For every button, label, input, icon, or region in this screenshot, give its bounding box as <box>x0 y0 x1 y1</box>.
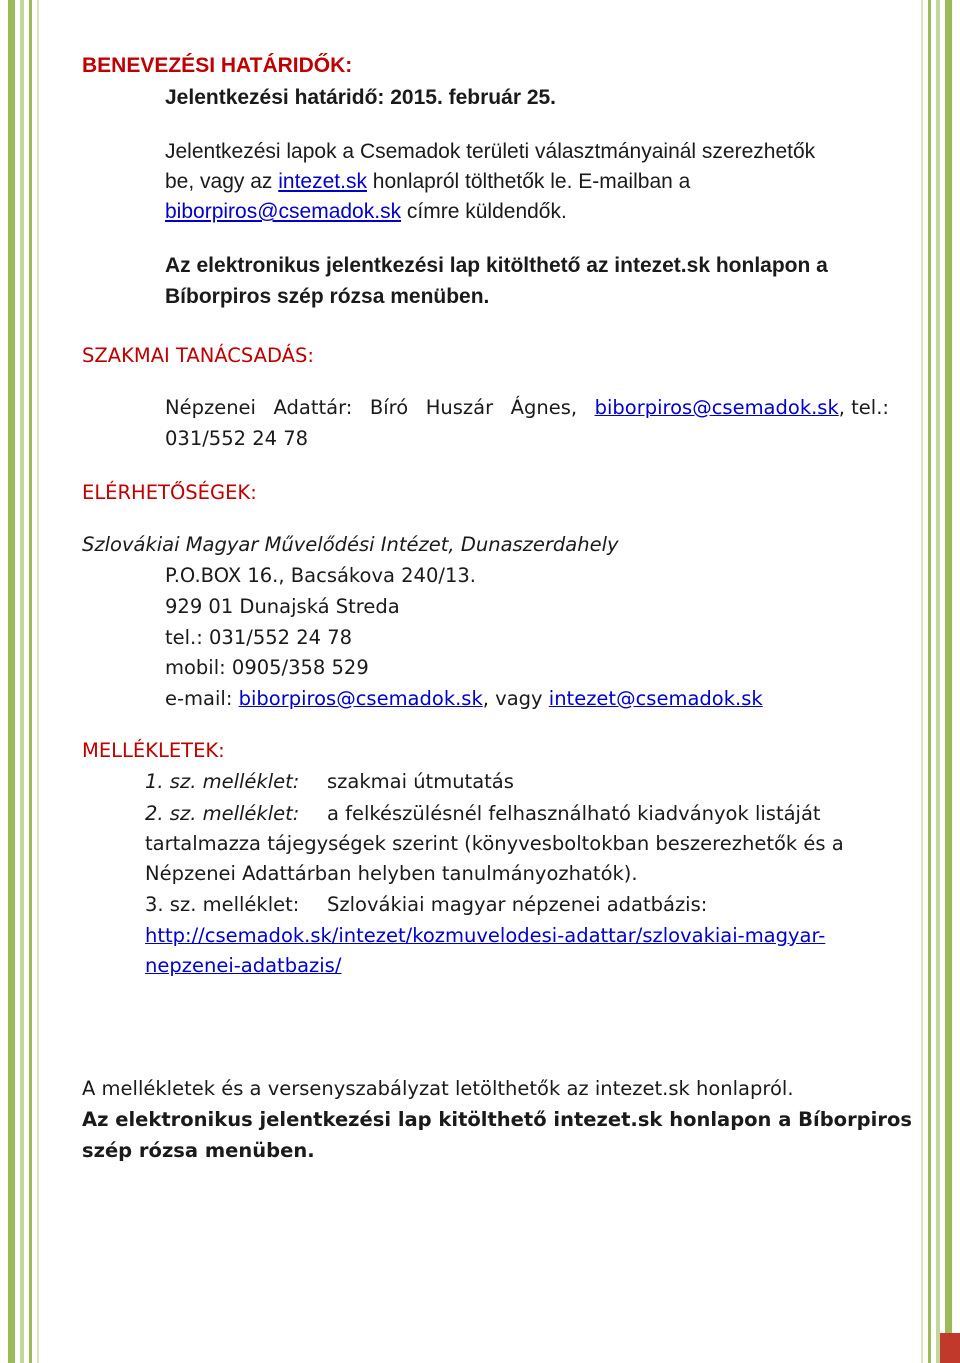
contacts-mobile: mobil: 0905/358 529 <box>165 656 369 679</box>
deadline-text: Jelentkezési lapok a Csemadok területi választmányainál szerezhetők <box>165 140 816 163</box>
border-stripe <box>8 0 15 1363</box>
deadline-text: be, vagy az intezet.sk honlapról tölthetők le. E-mailban a <box>165 170 691 193</box>
database-link[interactable]: nepzenei-adatbazis/ <box>145 954 342 977</box>
contacts-heading: ELÉRHETŐSÉGEK: <box>82 481 257 504</box>
intezet-link[interactable]: intezet.sk <box>278 170 367 193</box>
contacts-email2-link[interactable]: intezet@csemadok.sk <box>548 687 763 710</box>
border-stripe <box>928 0 931 1363</box>
database-link[interactable]: http://csemadok.sk/intezet/kozmuvelodesi-adattar/szlovakiai-magyar- <box>145 924 826 947</box>
deadline-electronic: Az elektronikus jelentkezési lap kitölthető az intezet.sk honlapon a <box>165 254 828 277</box>
attachment-2-text: Népzenei Adattárban helyben tanulmányozhatók). <box>145 862 638 885</box>
deadline-date: Jelentkezési határidő: 2015. február 25. <box>165 86 557 109</box>
border-stripe <box>29 0 32 1363</box>
border-stripe <box>945 0 952 1363</box>
border-stripe <box>936 0 940 1363</box>
contacts-pobox: P.O.BOX 16., Bacsákova 240/13. <box>165 564 476 587</box>
attachment-2-text: tartalmazza tájegységek szerint (könyvesboltokban beszerezhetők és a <box>145 832 844 855</box>
deadline-text: biborpiros@csemadok.sk címre küldendők. <box>165 200 567 223</box>
contacts-email: e-mail: biborpiros@csemadok.sk, vagy intezet@csemadok.sk <box>165 687 763 710</box>
contacts-institute: Szlovákiai Magyar Művelődési Intézet, Dunaszerdahely <box>82 533 619 556</box>
advice-heading: SZAKMAI TANÁCSADÁS: <box>82 344 314 367</box>
advice-phone: 031/552 24 78 <box>165 427 309 450</box>
attachment-1-text: szakmai útmutatás <box>327 770 514 793</box>
attachment-3-label: 3. sz. melléklet: <box>145 893 300 916</box>
contacts-tel: tel.: 031/552 24 78 <box>165 626 353 649</box>
attachment-3-text: Szlovákiai magyar népzenei adatbázis: <box>327 893 708 916</box>
border-stripe <box>20 0 24 1363</box>
footer-bold: Az elektronikus jelentkezési lap kitölthető intezet.sk honlapon a Bíborpiros <box>82 1108 912 1131</box>
deadline-heading: BENEVEZÉSI HATÁRIDŐK: <box>82 54 353 77</box>
attachment-3-link <box>145 923 825 949</box>
advice-line: Népzenei Adattár: Bíró Huszár Ágnes, biborpiros@csemadok.sk, tel.: <box>165 396 889 419</box>
border-stripe <box>37 0 39 1363</box>
border-stripe <box>921 0 923 1363</box>
contacts-city: 929 01 Dunajská Streda <box>165 595 400 618</box>
attachment-2-text: a felkészülésnél felhasználható kiadványok listáját <box>327 802 821 825</box>
deadline-electronic: Bíborpiros szép rózsa menüben. <box>165 285 490 308</box>
attachments-heading: MELLÉKLETEK: <box>82 739 225 762</box>
attachment-2-label: 2. sz. melléklet: <box>145 802 300 825</box>
attachment-1-label: 1. sz. melléklet: <box>145 770 300 793</box>
corner-mark <box>940 1333 960 1363</box>
contacts-email-link[interactable]: biborpiros@csemadok.sk <box>238 687 483 710</box>
email-link[interactable]: biborpiros@csemadok.sk <box>165 200 402 223</box>
advice-email-link[interactable]: biborpiros@csemadok.sk <box>594 396 839 419</box>
footer-bold: szép rózsa menüben. <box>82 1139 315 1162</box>
footer-text: A mellékletek és a versenyszabályzat letölthetők az intezet.sk honlapról. <box>82 1077 794 1100</box>
attachment-3-link <box>145 953 341 979</box>
